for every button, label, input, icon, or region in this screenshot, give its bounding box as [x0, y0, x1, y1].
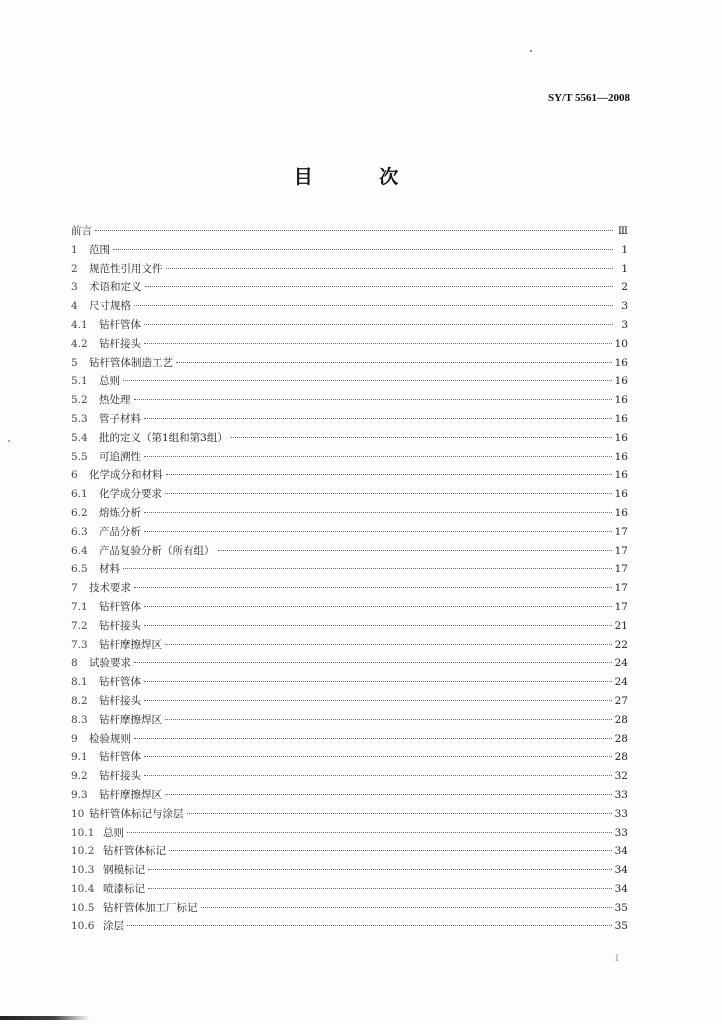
toc-entry-page: 2	[621, 281, 628, 294]
toc-entry-page: 33	[614, 826, 628, 839]
toc-entry-page: 34	[614, 882, 628, 895]
toc-entry-title: 涂层	[103, 920, 124, 933]
toc-entry[interactable]	[71, 560, 628, 579]
toc-entry-title: 可追溯性	[99, 450, 141, 463]
toc-entry-page: 3	[621, 300, 628, 313]
toc-entry[interactable]	[71, 842, 628, 861]
toc-entry[interactable]	[71, 767, 628, 786]
toc-entry-page: 22	[614, 638, 628, 651]
toc-entry-title: 批的定义（第1组和第3组）	[99, 431, 228, 444]
toc-dot-leader	[123, 380, 612, 381]
toc-entry-number: 8.2	[71, 694, 88, 707]
toc-entry[interactable]	[71, 880, 628, 899]
toc-entry-number: 10.6	[71, 920, 95, 933]
toc-entry-number: 6.1	[71, 488, 88, 501]
toc-entry-title: 总则	[103, 826, 124, 839]
toc-entry-page: 16	[614, 412, 628, 425]
toc-entry-number: 5	[71, 356, 78, 369]
toc-entry[interactable]	[71, 542, 628, 561]
toc-entry-title: 钻杆接头	[99, 337, 141, 350]
toc-entry-page: 16	[614, 450, 628, 463]
toc-entry[interactable]	[71, 748, 628, 767]
toc-entry-number: 3	[71, 281, 78, 294]
toc-entry-title: 热处理	[99, 394, 131, 407]
toc-entry[interactable]	[71, 504, 628, 523]
toc-dot-leader	[218, 550, 612, 551]
toc-entry-page: 16	[614, 488, 628, 501]
toc-entry-number: 10.3	[71, 864, 95, 877]
toc-entry-title: 钻杆管体	[99, 751, 141, 764]
toc-dot-leader	[144, 625, 612, 626]
toc-entry-number: 10	[71, 807, 85, 820]
toc-entry-title: 钻杆摩擦焊区	[99, 788, 162, 801]
toc-entry[interactable]	[71, 636, 628, 655]
toc-dot-leader	[187, 813, 612, 814]
toc-dot-leader	[123, 568, 612, 569]
toc-entry-title: 范围	[89, 243, 110, 256]
toc-entry[interactable]	[71, 824, 628, 843]
toc-dot-leader	[127, 925, 612, 926]
toc-entry-number: 6.2	[71, 506, 88, 519]
toc-entry-title: 钻杆管体	[99, 676, 141, 689]
toc-dot-leader	[144, 512, 612, 513]
toc-entry-number: 5.4	[71, 431, 88, 444]
toc-entry[interactable]	[71, 805, 628, 824]
toc-entry-number: 9.3	[71, 788, 88, 801]
toc-entry-number: 7.1	[71, 600, 88, 613]
toc-entry[interactable]	[71, 391, 628, 410]
toc-entry-number: 9.2	[71, 770, 88, 783]
toc-entry-title: 钻杆接头	[99, 770, 141, 783]
toc-entry-title: 钻杆管体	[99, 600, 141, 613]
toc-entry[interactable]	[71, 786, 628, 805]
toc-dot-leader	[144, 700, 612, 701]
toc-entry[interactable]	[71, 711, 628, 730]
toc-entry-page: 17	[614, 600, 628, 613]
toc-entry-title: 前言	[71, 225, 92, 237]
toc-entry-number: 6	[71, 469, 78, 482]
toc-entry-number: 8.1	[71, 676, 88, 689]
toc-dot-leader	[144, 418, 612, 419]
toc-entry-title: 规范性引用文件	[89, 262, 163, 275]
toc-dot-leader	[144, 756, 612, 757]
toc-entry-number: 2	[71, 262, 78, 275]
toc-entry-title: 钻杆摩擦焊区	[99, 713, 162, 726]
toc-entry[interactable]	[71, 692, 628, 711]
toc-dot-leader	[134, 399, 612, 400]
toc-dot-leader	[144, 681, 612, 682]
toc-entry[interactable]	[71, 316, 628, 335]
toc-dot-leader	[95, 230, 613, 231]
toc-dot-leader	[145, 286, 614, 287]
toc-entry-page: 24	[614, 676, 628, 689]
toc-entry-number: 7	[71, 582, 78, 595]
toc-entry-title: 产品复验分析（所有组）	[99, 544, 215, 557]
toc-entry-page: 35	[614, 901, 628, 914]
toc-dot-leader	[148, 869, 612, 870]
toc-entry[interactable]	[71, 673, 628, 692]
toc-entry-page: 34	[614, 845, 628, 858]
toc-dot-leader	[144, 606, 612, 607]
toc-entry-page: 35	[614, 920, 628, 933]
toc-entry[interactable]	[71, 429, 628, 448]
toc-dot-leader	[134, 587, 612, 588]
toc-dot-leader	[148, 888, 612, 889]
toc-entry-page: 24	[614, 657, 628, 670]
toc-entry-number: 10.1	[71, 826, 95, 839]
page-title: 目 次	[293, 166, 429, 188]
toc-entry-page: 16	[614, 506, 628, 519]
toc-entry-page: 17	[614, 544, 628, 557]
toc-entry-number: 5.5	[71, 450, 88, 463]
toc-entry-title: 钻杆管体加工厂标记	[103, 901, 198, 914]
toc-entry-title: 化学成分要求	[99, 488, 162, 501]
toc-entry-title: 术语和定义	[89, 281, 142, 294]
toc-entry[interactable]	[71, 410, 628, 429]
toc-dot-leader	[144, 324, 613, 325]
toc-entry-page: 1	[621, 243, 628, 256]
toc-entry[interactable]	[71, 861, 628, 880]
toc-entry-page: 17	[614, 563, 628, 576]
toc-entry-number: 10.4	[71, 882, 95, 895]
toc-entry-number: 7.3	[71, 638, 88, 651]
toc-entry-page: 16	[614, 356, 628, 369]
toc-entry[interactable]	[71, 654, 628, 673]
toc-entry-number: 4.2	[71, 337, 88, 350]
toc-dot-leader	[144, 456, 612, 457]
standard-code: SY/T 5561—2008	[547, 92, 630, 104]
toc-dot-leader	[165, 493, 612, 494]
toc-entry-title: 钻杆管体	[99, 318, 141, 331]
toc-entry-number: 9	[71, 732, 78, 745]
toc-entry-number: 6.5	[71, 563, 88, 576]
toc-entry-title: 技术要求	[89, 582, 131, 595]
toc-entry[interactable]	[71, 354, 628, 373]
toc-entry-title: 产品分析	[99, 525, 141, 538]
toc-entry-page: 10	[614, 337, 628, 350]
toc-entry-page: 17	[614, 525, 628, 538]
toc-dot-leader	[231, 437, 612, 438]
toc-entry-number: 7.2	[71, 619, 88, 632]
toc-entry-page: 16	[614, 375, 628, 388]
toc-entry-page: 16	[614, 394, 628, 407]
toc-dot-leader	[165, 719, 612, 720]
toc-entry-number: 9.1	[71, 751, 88, 764]
toc-entry-number: 5.1	[71, 375, 88, 388]
toc-entry[interactable]	[71, 917, 628, 936]
toc-entry-title: 化学成分和材料	[89, 469, 163, 482]
toc-entry-title: 钻杆接头	[99, 694, 141, 707]
toc-entry-number: 8	[71, 657, 78, 670]
toc-entry-number: 5.2	[71, 394, 88, 407]
toc-entry-number: 4	[71, 300, 78, 313]
toc-dot-leader	[113, 249, 613, 250]
toc-entry-title: 熔炼分析	[99, 506, 141, 519]
toc-entry-title: 材料	[99, 563, 120, 576]
toc-dot-leader	[134, 305, 613, 306]
toc-dot-leader	[127, 832, 612, 833]
toc-entry[interactable]	[71, 899, 628, 918]
toc-entry-title: 尺寸规格	[89, 300, 131, 313]
toc-entry-title: 管子材料	[99, 412, 141, 425]
toc-entry-page: 3	[621, 318, 628, 331]
toc-entry-page: 32	[614, 770, 628, 783]
toc-entry-number: 10.2	[71, 845, 95, 858]
toc-entry-page: 16	[614, 431, 628, 444]
toc-entry[interactable]	[71, 617, 628, 636]
toc-entry[interactable]	[71, 579, 628, 598]
toc-dot-leader	[134, 662, 612, 663]
toc-entry-title: 钢模标记	[103, 864, 145, 877]
toc-entry-title: 钻杆管体标记	[103, 845, 166, 858]
scan-speck	[8, 440, 10, 442]
toc-entry-title: 试验要求	[89, 657, 131, 670]
toc-entry-title: 钻杆接头	[99, 619, 141, 632]
scan-speck	[530, 50, 532, 52]
toc-entry-page: 1	[621, 262, 628, 275]
toc-entry-page: 21	[614, 619, 628, 632]
toc-entry-title: 钻杆管体标记与涂层	[89, 807, 184, 820]
toc-entry[interactable]	[71, 448, 628, 467]
toc-entry-number: 6.3	[71, 525, 88, 538]
toc-entry-title: 检验规则	[89, 732, 131, 745]
toc-entry-page: 27	[614, 694, 628, 707]
toc-entry-page: 16	[614, 469, 628, 482]
toc-entry-page: Ⅲ	[617, 225, 628, 237]
toc-entry-number: 8.3	[71, 713, 88, 726]
toc-entry[interactable]	[71, 523, 628, 542]
toc-dot-leader	[134, 738, 612, 739]
toc-entry-page: 33	[614, 788, 628, 801]
toc-entry[interactable]	[71, 278, 628, 297]
toc-entry-number: 6.4	[71, 544, 88, 557]
toc-dot-leader	[166, 474, 612, 475]
toc-entry[interactable]	[71, 485, 628, 504]
toc-dot-leader	[165, 794, 612, 795]
toc-entry[interactable]	[71, 372, 628, 391]
toc-entry[interactable]	[71, 335, 628, 354]
toc-dot-leader	[169, 850, 612, 851]
toc-entry-title: 钻杆摩擦焊区	[99, 638, 162, 651]
toc-entry-page: 28	[614, 713, 628, 726]
toc-entry[interactable]	[71, 730, 628, 749]
toc-dot-leader	[144, 775, 612, 776]
toc-entry-number: 5.3	[71, 412, 88, 425]
toc-dot-leader	[201, 907, 612, 908]
toc-entry[interactable]	[71, 241, 628, 260]
toc-entry[interactable]	[71, 297, 628, 316]
toc-entry-page: 33	[614, 807, 628, 820]
toc-entry[interactable]	[71, 466, 628, 485]
toc-dot-leader	[144, 531, 612, 532]
toc-dot-leader	[144, 343, 612, 344]
toc-entry-page: 28	[614, 751, 628, 764]
toc-entry-page: 28	[614, 732, 628, 745]
toc-entry-page: 17	[614, 582, 628, 595]
toc-entry[interactable]	[71, 260, 628, 279]
page-number: 1	[614, 952, 620, 964]
toc-entry[interactable]	[71, 222, 628, 241]
scan-edge-mark	[0, 1016, 90, 1020]
toc-dot-leader	[166, 268, 614, 269]
toc-entry-title: 喷漆标记	[103, 882, 145, 895]
toc-dot-leader	[176, 362, 612, 363]
toc-entry-title: 总则	[99, 375, 120, 388]
toc-entry-number: 10.5	[71, 901, 95, 914]
toc-dot-leader	[165, 644, 612, 645]
toc-entry[interactable]	[71, 598, 628, 617]
toc-entry-title: 钻杆管体制造工艺	[89, 356, 173, 369]
toc-entry-page: 34	[614, 864, 628, 877]
table-of-contents	[71, 222, 628, 936]
toc-entry-number: 1	[71, 243, 78, 256]
toc-entry-number: 4.1	[71, 318, 88, 331]
